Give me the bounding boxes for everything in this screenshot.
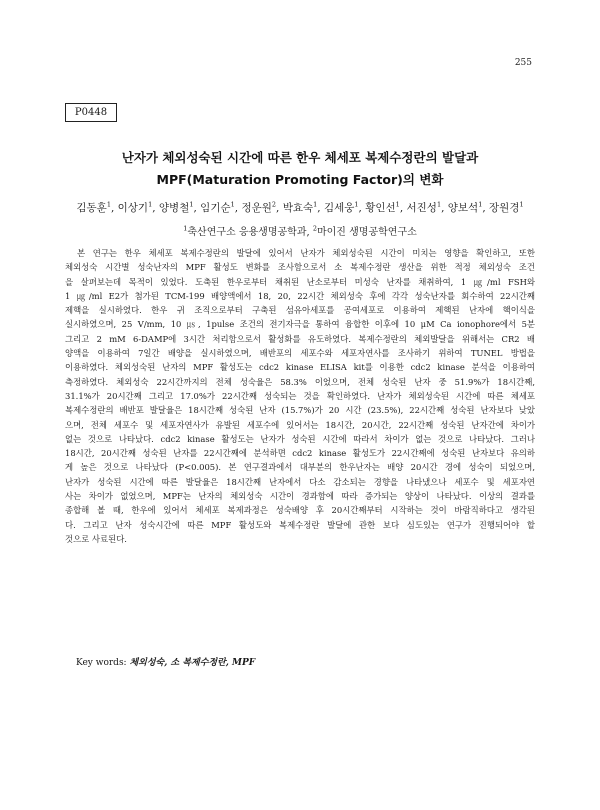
author-affiliation-sup: 1 [106,200,111,209]
abstract-line: 종합해 볼 때, 한우에 있어서 체세포 복제과정은 성숙배양 후 20시간째부터 시작하는 것이 바람직하다고 생각된 [65,505,535,516]
abstract-line: 이용하였다. 체외성숙된 난자의 MPF 활성도는 cdc2 kinase ELISA kit를 이용한 cdc2 kinase 분석을 이용하여 [65,362,535,373]
abstract-line: 양액을 이용하여 7일간 배양을 실시하였으며, 배반포의 세포수와 세포자연사를 조사하기 위하여 TUNEL 방법을 [65,348,535,359]
author-affiliation-sup: 1 [189,200,194,209]
abstract-line: 다. 그리고 난자 성숙시간에 따른 MPF 활성도와 복제수정란 발달에 관한 보다 심도있는 연구가 진행되어야 할 [65,519,535,530]
author-name: 서진성 [406,202,437,214]
affiliation-sup-2: 2 [312,224,317,233]
affiliation-1: 축산연구소 응용생명공학과, [187,227,313,238]
abstract-line: 측정하였다. 체외성숙 22시간까지의 전체 성숙율은 58.3% 이었으며, 전체 성숙된 난자 중 51.9%가 18시간째, [65,376,535,387]
abstract-line: 그리고 2 mM 6-DAMP에 3시간 처리함으로서 활성화를 유도하였다. 복제수정란의 체외발달을 위해서는 CR2 배 [65,333,535,344]
author-name: 장원경 [489,202,520,214]
keywords [76,655,255,668]
author-affiliation-sup: 1 [313,200,318,209]
author-name: 양보석 [447,202,479,214]
author-affiliation-sup: 1 [148,200,153,209]
abstract-code-box: P0448 [65,103,117,122]
author-affiliation-sup: 1 [395,200,400,209]
title-line-2: MPF(Maturation Promoting Factor)의 변화 [156,172,444,187]
abstract-line: 을 살펴보는데 목적이 있었다. 도축된 한우로부터 채취된 난소로부터 미성숙 난자를 채취하여, 1 ㎍/ml FSH와 [65,276,535,287]
author-affiliation-sup: 1 [436,200,442,209]
author-name: 김세웅 [323,202,355,214]
abstract-line: 복제수정란의 배반포 발달율은 18시간째 성숙된 난자 (15.7%)가 20 시간 (23.5%), 22시간째 성숙된 난자보다 낮았 [65,405,535,416]
abstract-line: 사는 차이가 없었으며, MPF는 난자의 체외성숙 시간이 경과함에 따라 증가되는 양상이 나타났다. 이상의 결과를 [65,491,535,502]
author-name: 박효숙 [282,202,314,214]
author-name: 김동훈 [76,202,107,214]
abstract-line: 본 연구는 한우 체세포 복제수정란의 발달에 있어서 난자가 체외성숙된 시간이 미치는 영향을 확인하고, 또한 [77,248,535,258]
affiliation-2: 마이진 생명공학연구소 [316,227,417,238]
author-name: 정운원 [241,202,272,214]
page-number: 255 [514,58,532,68]
author-affiliation-sup: 1 [354,200,359,209]
abstract-line: 것으로 사료된다. [65,533,127,544]
author-name: 임기순 [200,202,231,214]
affiliation-sup-1: 1 [183,224,188,233]
abstract-line: 제핵을 실시하였다. 한우 귀 조직으로부터 구축된 섬유아세포를 공여세포로 이용하여 제핵된 난자에 핵이식을 [65,305,535,316]
author-list: 김동훈$^1$, 이상기$^1$, 양병철$^1$, 임기순$^1$, 정운원$^2$, 박효숙$^1$, 김세웅$^1$, 황인선$^1$, 서진성$^1$, 양보석$^1$, 장원경$^1$ [76,200,524,214]
abstract-line: 난자가 성숙된 시간에 따른 발달율은 18시간째 난자에서 다소 감소되는 경향을 나타냈으나 세포수 및 세포자연 [65,476,535,487]
keywords-label: Key words: [76,658,130,668]
abstract-line: 체외성숙 시간별 성숙난자의 MPF 활성도 변화를 조사함으로서 소 복제수정란 생산을 위한 적정 체외성숙 조건 [65,262,535,273]
author-affiliation-sup: 1 [478,200,483,209]
abstract-line: 없는 것으로 나타났다. cdc2 kinase 활성도는 난자가 성숙된 시간에 따라서 차이가 없는 것으로 나타났다. 그러나 [65,433,535,444]
author-affiliation-sup: 1 [519,200,524,209]
author-name: 양병철 [158,202,190,214]
abstract-line: 으며, 전체 세포수 및 세포자연사가 유발된 세포수에 있어서는 18시간, 20시간, 22시간째 성숙된 난자간에 차이가 [65,419,535,430]
abstract-line: 실시하였으며, 25 V/mm, 10 ㎲, 1pulse 조건의 전기자극을 통하여 융합한 이후에 10 μM Ca ionophore에서 5분 [65,319,535,330]
author-name: 이상기 [117,202,149,214]
abstract-line: 31.1%가 20시간째 그리고 17.0%가 22시간째 성숙되는 것을 확인하였다. 난자가 체외성숙된 시간에 따른 체세포 [65,390,535,401]
keywords-values: 체외성숙, 소 복제수정란, MPF [129,658,256,668]
abstract-body [65,246,535,546]
title-line-1: 난자가 체외성숙된 시간에 따른 한우 체세포 복제수정란의 발달과 [121,150,479,165]
abstract-line: 18시간, 20시간째 성숙된 난자를 22시간째에 분석하면 cdc2 kinase 활성도가 22시간째에 성숙된 난자보다 유의하 [65,448,535,459]
author-affiliation-sup: 2 [271,200,277,209]
abstract-line: 게 높은 것으로 나타났다 (P<0.005). 본 연구결과에서 대부분의 한우난자는 배양 20시간 경에 성숙이 되었으며, [65,462,535,473]
abstract-line: 1 ㎍/ml E2가 첨가된 TCM-199 배양액에서 18, 20, 22시간 체외성숙 후에 각각 성숙난자를 회수하여 22시간째 [65,290,535,301]
author-affiliation-sup: 1 [230,200,235,209]
author-name: 황인선 [365,202,396,214]
affiliations [0,223,600,238]
